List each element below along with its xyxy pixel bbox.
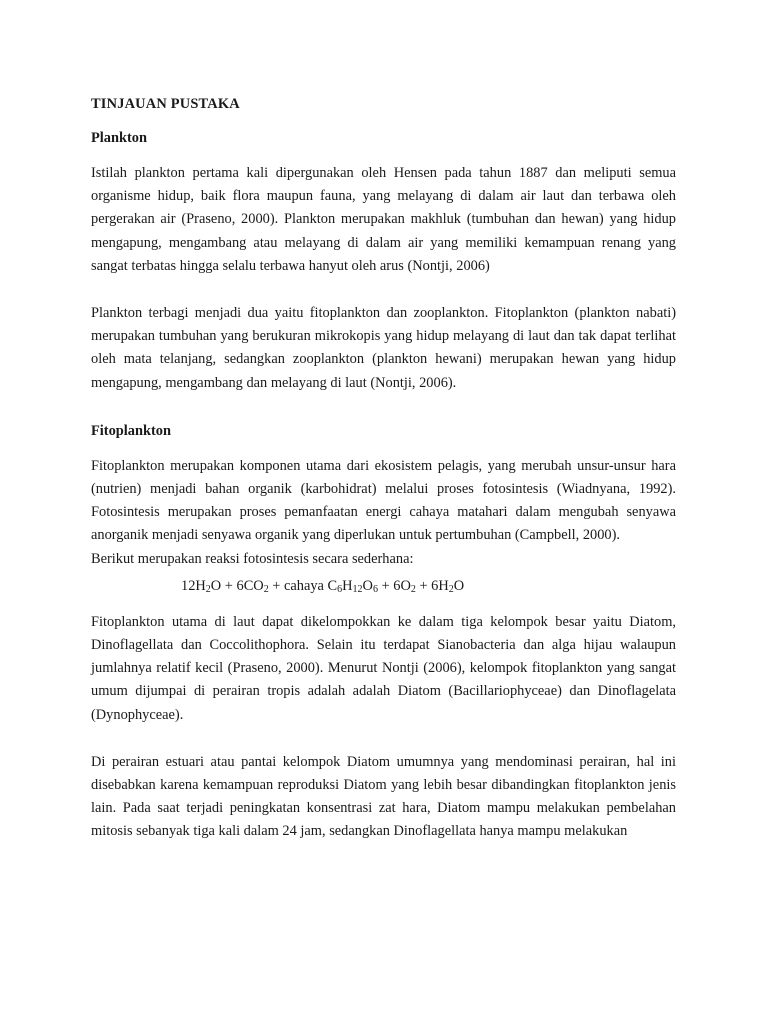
section-heading-plankton: Plankton	[91, 130, 147, 146]
paragraph-plankton-definition: Istilah plankton pertama kali dipergunakan oleh Hensen pada tahun 1887 dan meliputi semua organisme hidup, baik flora maupun fauna, yang melayang di dalam air laut dan terbawa oleh pergerakan air (Praseno, 2000). Plankton merupakan makhluk (tumbuhan dan hewan) yang hidup mengapung, mengambang atau melayang di dalam air yang memiliki kemampuan renang yang sangat terbatas hingga selalu terbawa hanyut oleh arus (Nontji, 2006)	[91, 165, 676, 274]
photosynthesis-equation: $12H_2O + 6CO_2$ + cahaya $C_6H_{12}O_6 + 6O_2 + 6H_2O$	[181, 577, 465, 595]
paragraph-plankton-types: Plankton terbagi menjadi dua yaitu fitoplankton dan zooplankton. Fitoplankton (plankton nabati) merupakan tumbuhan yang berukuran mikrokopis yang hidup melayang di laut dan tak dapat terlihat oleh mata telanjang, sedangkan zooplankton (plankton hewani) merupakan hewan yang hidup mengapung, mengambang dan melayang di laut (Nontji, 2006).	[91, 305, 676, 391]
paragraph-fitoplankton-intro: Fitoplankton merupakan komponen utama dari ekosistem pelagis, yang merubah unsur-unsur hara (nutrien) menjadi bahan organik (karbohidrat) melalui proses fotosintesis (Wiadnyana, 1992). Fotosintesis merupakan proses pemanfaatan energi cahaya matahari dalam mengubah senyawa anorganik menjadi senyawa organik yang diperlukan untuk pertumbuhan (Campbell, 2000).	[91, 457, 676, 544]
paragraph-diatom-dominance: Di perairan estuari atau pantai kelompok Diatom umumnya yang mendominasi perairan, hal ini disebabkan karena kemampuan reproduksi Diatom yang lebih besar dibandingkan fitoplankton jenis lain. Pada saat terjadi peningkatan konsentrasi zat hara, Diatom mampu melakukan pembelahan mitosis sebanyak tiga kali dalam 24 jam, sedangkan Dinoflagellata hanya mampu melakukan	[91, 753, 676, 840]
document-title: TINJAUAN PUSTAKA	[91, 96, 240, 112]
document-body	[91, 93, 676, 844]
paragraph-fitoplankton-groups: Fitoplankton utama di laut dapat dikelompokkan ke dalam tiga kelompok besar yaitu Diatom, Dinoflagellata dan Coccolithophora. Selain itu terdapat Sianobacteria dan alga hijau walaupun jumlahnya relatif kecil (Praseno, 2000). Menurut Nontji (2006), kelompok fitoplankton yang sangat umum dijumpai di perairan tropis adalah adalah Diatom (Bacillariophyceae) dan Dinoflagelata (Dynophyceae).	[91, 613, 676, 723]
paragraph-photosynthesis-lead: Berikut merupakan reaksi fotosintesis secara sederhana:	[91, 550, 414, 567]
section-heading-fitoplankton: Fitoplankton	[91, 422, 171, 439]
